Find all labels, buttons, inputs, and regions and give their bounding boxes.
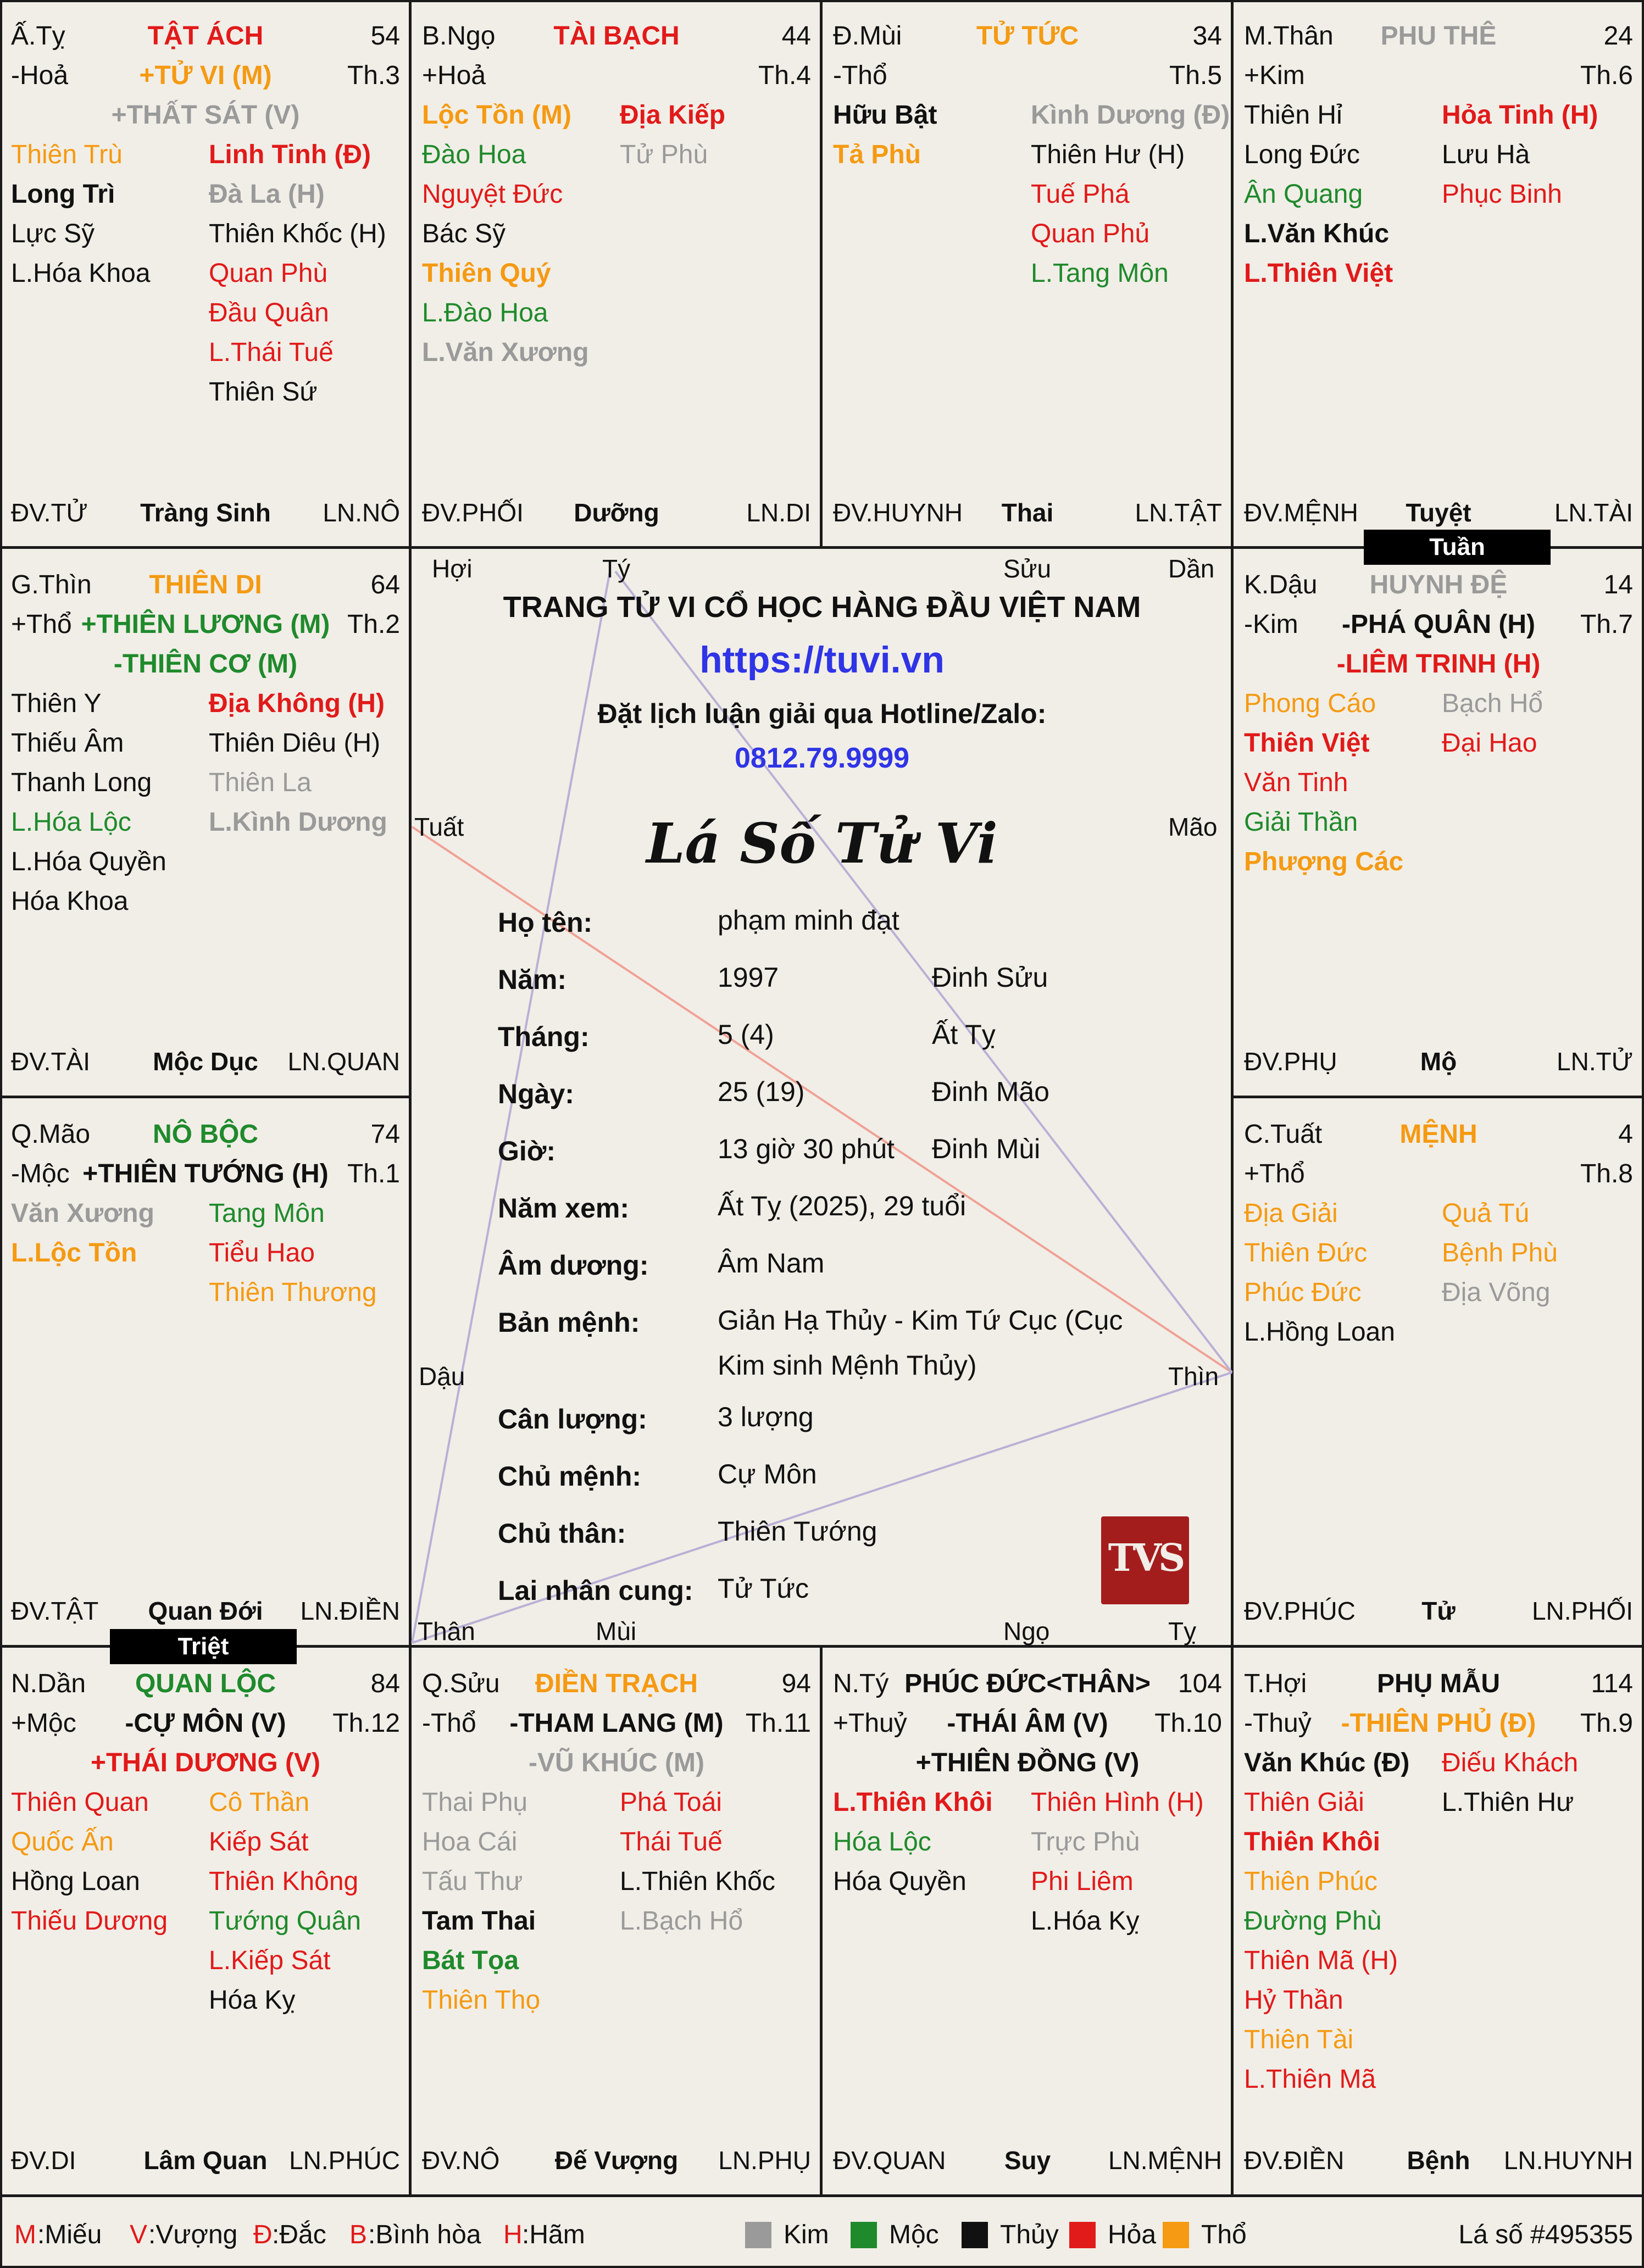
main-star: -CỰ MÔN (V) (125, 1709, 286, 1738)
info-label: Năm xem: (498, 1193, 629, 1224)
palace-canchi: N.Tý (833, 1669, 889, 1698)
minor-star-left: Thiên Mã (H) (1244, 1946, 1398, 1975)
main-star: +THIÊN TƯỚNG (H) (82, 1159, 329, 1188)
minor-star-left: Phượng Các (1244, 847, 1404, 876)
minor-star-left: Thiên Quý (422, 259, 551, 288)
minor-star-left: Thiếu Dương (11, 1906, 168, 1936)
minor-star-right: L.Kiếp Sát (209, 1946, 331, 1975)
center-booking: Đặt lịch luận giải qua Hotline/Zalo: (597, 698, 1047, 729)
minor-star-left: Nguyệt Đức (422, 180, 563, 209)
legend-label: :Hãm (522, 2220, 585, 2249)
palace-age: 84 (370, 1669, 400, 1698)
palace-dv: ĐV.MỆNH (1244, 498, 1358, 527)
info-label: Bản mệnh: (498, 1307, 640, 1338)
minor-star-right: L.Bạch Hổ (620, 1906, 743, 1936)
minor-star-left: Thiên Khôi (1244, 1827, 1380, 1856)
palace-dv: ĐV.NÔ (422, 2146, 500, 2175)
minor-star-right: Lưu Hà (1442, 140, 1530, 169)
minor-star-left: Phong Cáo (1244, 689, 1376, 718)
minor-star-left: Thiên Thọ (422, 1986, 541, 2015)
legend-swatch (1069, 2222, 1096, 2248)
minor-star-right: L.Thiên Hư (1442, 1788, 1574, 1817)
corner-dan: Dần (1168, 554, 1215, 583)
palace-canchi: T.Hợi (1244, 1669, 1307, 1698)
info-extra: Đinh Mùi (932, 1133, 1041, 1164)
minor-star-right: Thiên Khốc (H) (209, 219, 386, 248)
palace-stage: Tràng Sinh (140, 498, 271, 527)
palace-canchi: M.Thân (1244, 21, 1334, 51)
info-extra: Ất Tỵ (932, 1019, 996, 1050)
palace-than[interactable] (1235, 2, 1642, 546)
palace-ln: LN.ĐIỀN (300, 1597, 400, 1625)
palace-ty-bot[interactable] (824, 1650, 1231, 2194)
minor-star-left: Phúc Đức (1244, 1278, 1362, 1307)
palace-dan[interactable] (2, 1650, 409, 2194)
minor-star-left: Đường Phù (1244, 1906, 1382, 1936)
minor-star-right: Bệnh Phù (1442, 1238, 1558, 1268)
palace-stage: Lâm Quan (143, 2146, 268, 2175)
info-value: Thiên Tướng (718, 1516, 877, 1547)
center-url[interactable]: https://tuvi.vn (699, 639, 945, 681)
palace-element: +Kim (1244, 61, 1305, 90)
main-star: -THIÊN CƠ (M) (113, 649, 298, 679)
palace-stage: Quan Đới (148, 1597, 263, 1625)
palace-dv: ĐV.QUAN (833, 2146, 946, 2175)
info-label: Chủ mệnh: (498, 1461, 642, 1492)
legend-element-label: Kim (784, 2220, 829, 2249)
corner-ngo: Ngọ (1003, 1617, 1050, 1646)
palace-element: -Thổ (833, 61, 887, 90)
palace-thang: Th.10 (1154, 1709, 1222, 1738)
corner-thin: Thìn (1168, 1362, 1219, 1391)
legend-key: B (349, 2220, 368, 2249)
minor-star-right: Kiếp Sát (209, 1827, 309, 1856)
corner-hoi: Hợi (432, 554, 473, 583)
palace-ln: LN.NÔ (323, 498, 400, 527)
minor-star-left: Thiên Tài (1244, 2025, 1354, 2054)
legend-key: H (503, 2220, 523, 2249)
legend-key: M (14, 2220, 36, 2249)
info-value: Giản Hạ Thủy - Kim Tứ Cục (Cục (718, 1305, 1123, 1336)
palace-ln: LN.HUYNH (1503, 2146, 1633, 2175)
minor-star-left: Bát Tọa (422, 1946, 519, 1975)
minor-star-left: L.Thiên Việt (1244, 259, 1393, 288)
palace-ln: LN.TẬT (1135, 498, 1222, 527)
minor-star-left: Hóa Khoa (11, 887, 129, 916)
minor-star-right: Điếu Khách (1442, 1748, 1579, 1777)
legend-element-label: Mộc (889, 2220, 939, 2249)
minor-star-left: L.Thiên Khôi (833, 1788, 993, 1817)
minor-star-left: Thiên Trù (11, 140, 123, 169)
minor-star-left: L.Thiên Mã (1244, 2065, 1376, 2094)
info-label: Âm dương: (498, 1250, 649, 1281)
minor-star-left: Bác Sỹ (422, 219, 506, 248)
center-banner: TRANG TỬ VI CỔ HỌC HÀNG ĐẦU VIỆT NAM (503, 591, 1141, 624)
minor-star-right: Đầu Quân (209, 298, 329, 327)
corner-ty: Tý (602, 554, 631, 583)
info-value: Ất Tỵ (2025), 29 tuổi (718, 1191, 967, 1221)
minor-star-right: Phá Toái (620, 1788, 722, 1817)
minor-star-left: L.Hồng Loan (1244, 1318, 1395, 1347)
palace-thang: Th.2 (347, 610, 400, 639)
legend-label: :Đắc (272, 2220, 326, 2249)
palace-element: +Hoả (422, 61, 486, 90)
palace-dv: ĐV.PHỤ (1244, 1047, 1337, 1076)
palace-ln: LN.TỬ (1557, 1047, 1633, 1076)
palace-thang: Th.1 (347, 1159, 400, 1188)
palace-dau[interactable] (1235, 551, 1642, 1095)
minor-star-left: Thanh Long (11, 768, 152, 797)
info-value-cont: Kim sinh Mệnh Thủy) (718, 1350, 977, 1381)
minor-star-right: Tang Môn (209, 1199, 325, 1228)
palace-dv: ĐV.ĐIỀN (1244, 2146, 1345, 2175)
minor-star-left: L.Văn Xương (422, 338, 589, 367)
minor-star-right: Địa Không (H) (209, 689, 385, 718)
minor-star-left: Lộc Tồn (M) (422, 101, 571, 130)
palace-ln: LN.PHÚC (289, 2146, 400, 2175)
palace-age: 104 (1178, 1669, 1222, 1698)
legend-swatch (851, 2222, 877, 2248)
palace-canchi: C.Tuất (1244, 1120, 1323, 1149)
minor-star-left: L.Đào Hoa (422, 298, 548, 327)
minor-star-right: Thái Tuế (620, 1827, 723, 1856)
info-label: Giờ: (498, 1136, 556, 1166)
legend-swatch (1163, 2222, 1189, 2248)
minor-star-left: Long Đức (1244, 140, 1360, 169)
palace-thang: Th.7 (1580, 610, 1633, 639)
palace-element: -Hoả (11, 61, 69, 90)
info-value: 13 giờ 30 phút (718, 1133, 895, 1164)
minor-star-right: Quan Phù (209, 259, 328, 288)
minor-star-right: Thiên Sứ (209, 377, 318, 407)
main-star: -PHÁ QUÂN (H) (1342, 610, 1535, 639)
main-star: -THAM LANG (M) (509, 1709, 724, 1738)
palace-thang: Th.3 (347, 61, 400, 90)
palace-tuat[interactable] (1235, 1100, 1642, 1644)
chart-id: Lá số #495355 (1458, 2220, 1633, 2249)
palace-thang: Th.8 (1580, 1159, 1633, 1188)
info-label: Ngày: (498, 1079, 574, 1109)
palace-age: 24 (1603, 21, 1633, 51)
info-extra: Đinh Sửu (932, 962, 1048, 993)
main-star: +TỬ VI (M) (139, 61, 272, 90)
minor-star-left: L.Hóa Lộc (11, 808, 131, 837)
palace-name: MỆNH (1399, 1120, 1478, 1149)
palace-ngo[interactable] (413, 2, 820, 546)
minor-star-right: Địa Kiếp (620, 101, 726, 130)
palace-element: +Thổ (1244, 1159, 1305, 1188)
info-value: Tử Tức (718, 1573, 809, 1604)
palace-thang: Th.12 (332, 1709, 400, 1738)
corner-mui: Mùi (596, 1617, 637, 1646)
palace-name: TẬT ÁCH (147, 21, 264, 51)
palace-canchi: K.Dậu (1244, 570, 1318, 599)
palace-ln: LN.TÀI (1554, 498, 1633, 527)
palace-stage: Tuyệt (1406, 498, 1471, 527)
minor-star-left: Thiên Việt (1244, 729, 1370, 758)
palace-age: 14 (1603, 570, 1633, 599)
minor-star-right: Phục Binh (1442, 180, 1562, 209)
palace-mui[interactable] (824, 2, 1231, 546)
minor-star-left: Giải Thần (1244, 808, 1358, 837)
minor-star-right: Phi Liêm (1031, 1867, 1134, 1896)
minor-star-right: Cô Thần (209, 1788, 310, 1817)
minor-star-left: Lực Sỹ (11, 219, 95, 248)
main-star: +THIÊN ĐỒNG (V) (915, 1748, 1140, 1777)
info-value: 5 (4) (718, 1019, 774, 1050)
info-label: Tháng: (498, 1021, 590, 1052)
palace-ln: LN.DI (746, 498, 811, 527)
legend-label: :Vượng (148, 2220, 238, 2249)
minor-star-left: Thai Phụ (422, 1788, 528, 1817)
seal-stamp (1101, 1516, 1189, 1604)
minor-star-left: Thiên Y (11, 689, 102, 718)
minor-star-left: Long Trì (11, 180, 115, 209)
minor-star-right: Tử Phù (620, 140, 708, 169)
info-extra: Đinh Mão (932, 1076, 1049, 1107)
minor-star-right: Địa Võng (1442, 1278, 1551, 1307)
main-star: +THIÊN LƯƠNG (M) (81, 610, 330, 639)
info-label: Cân lượng: (498, 1404, 647, 1435)
palace-element: +Thổ (11, 610, 72, 639)
minor-star-right: Thiên Diêu (H) (209, 729, 381, 758)
main-star: -THÁI ÂM (V) (947, 1709, 1108, 1738)
minor-star-left: Hóa Lộc (833, 1827, 931, 1856)
palace-mao[interactable] (2, 1100, 409, 1644)
minor-star-left: Thiên Phúc (1244, 1867, 1378, 1896)
legend-element-label: Hỏa (1108, 2220, 1157, 2249)
corner-mao: Mão (1168, 813, 1218, 841)
minor-star-right: L.Thiên Khốc (620, 1867, 775, 1896)
corner-than: Thân (418, 1617, 475, 1646)
palace-ty[interactable] (2, 2, 409, 546)
triet-tag: Triệt (110, 1629, 297, 1664)
palace-dv: ĐV.TỬ (11, 498, 88, 527)
palace-stage: Thai (1001, 498, 1054, 527)
palace-age: 44 (781, 21, 811, 51)
center-title: Lá Số Tử Vi (646, 811, 998, 876)
palace-age: 54 (370, 21, 400, 51)
palace-name: PHỤ MẪU (1377, 1669, 1500, 1698)
main-star: -LIÊM TRINH (H) (1336, 649, 1541, 679)
minor-star-left: Thiên Hỉ (1244, 101, 1342, 130)
minor-star-left: Tam Thai (422, 1906, 536, 1936)
minor-star-right: Linh Tinh (Đ) (209, 140, 371, 169)
minor-star-left: Quốc Ấn (11, 1827, 114, 1856)
minor-star-right: Kình Dương (Đ) (1031, 101, 1230, 130)
legend-label: :Miếu (37, 2220, 102, 2249)
legend-key: Đ (253, 2220, 273, 2249)
minor-star-right: Đại Hao (1442, 729, 1537, 758)
info-label: Họ tên: (498, 907, 593, 938)
minor-star-left: Thiên Đức (1244, 1238, 1368, 1268)
minor-star-left: L.Văn Khúc (1244, 219, 1390, 248)
palace-age: 4 (1618, 1120, 1633, 1149)
info-value: 25 (19) (718, 1076, 805, 1107)
palace-age: 64 (370, 570, 400, 599)
palace-stage: Dưỡng (574, 498, 659, 527)
palace-stage: Suy (1004, 2146, 1051, 2175)
palace-canchi: G.Thìn (11, 570, 92, 599)
palace-dv: ĐV.PHÚC (1244, 1597, 1356, 1625)
palace-dv: ĐV.TẬT (11, 1597, 99, 1625)
minor-star-left: L.Hóa Khoa (11, 259, 151, 288)
palace-name: NÔ BỘC (153, 1120, 258, 1149)
corner-suu: Sửu (1003, 554, 1052, 583)
minor-star-left: Ân Quang (1244, 180, 1363, 209)
info-value: Âm Nam (718, 1248, 825, 1278)
palace-thang: Th.4 (758, 61, 811, 90)
palace-ln: LN.PHỤ (718, 2146, 811, 2175)
palace-canchi: B.Ngọ (422, 21, 496, 51)
info-value: 1997 (718, 962, 779, 993)
palace-age: 94 (781, 1669, 811, 1698)
info-value: phạm minh đạt (718, 905, 899, 936)
palace-name: ĐIỀN TRẠCH (535, 1669, 698, 1698)
minor-star-left: Hồng Loan (11, 1867, 140, 1896)
info-value: 3 lượng (718, 1402, 814, 1432)
legend-key: V (130, 2220, 148, 2249)
minor-star-right: Bạch Hổ (1442, 689, 1543, 718)
corner-tuat: Tuất (414, 813, 464, 841)
minor-star-right: Thiên La (209, 768, 312, 797)
minor-star-right: L.Tang Môn (1031, 259, 1169, 288)
info-label: Chủ thân: (498, 1518, 626, 1549)
palace-suu[interactable] (413, 1650, 820, 2194)
palace-thin[interactable] (2, 551, 409, 1095)
info-label: Năm: (498, 964, 567, 995)
main-star: +THÁI DƯƠNG (V) (90, 1748, 321, 1777)
minor-star-right: Thiên Hư (H) (1031, 140, 1185, 169)
minor-star-right: Quan Phủ (1031, 219, 1150, 248)
palace-name: THIÊN DI (149, 570, 262, 599)
minor-star-left: Văn Tinh (1244, 768, 1348, 797)
palace-ln: LN.PHỐI (1531, 1597, 1633, 1625)
minor-star-right: Tiểu Hao (209, 1238, 315, 1268)
palace-name: PHÚC ĐỨC<THÂN> (904, 1669, 1151, 1698)
minor-star-left: Hoa Cái (422, 1827, 518, 1856)
minor-star-right: Quả Tú (1442, 1199, 1530, 1228)
palace-element: -Thuỷ (1244, 1709, 1312, 1738)
palace-canchi: Q.Sửu (422, 1669, 500, 1698)
minor-star-left: Văn Khúc (Đ) (1244, 1748, 1410, 1777)
tuan-tag: Tuần (1364, 530, 1551, 565)
minor-star-right: L.Thái Tuế (209, 338, 334, 367)
palace-canchi: Q.Mão (11, 1120, 91, 1149)
palace-dv: ĐV.HUYNH (833, 498, 963, 527)
palace-element: +Thuỷ (833, 1709, 907, 1738)
corner-ty2: Tỵ (1168, 1617, 1197, 1646)
main-star: -VŨ KHÚC (M) (529, 1748, 704, 1777)
palace-age: 114 (1591, 1669, 1633, 1698)
palace-dv: ĐV.DI (11, 2146, 76, 2175)
palace-hoi[interactable] (1235, 1650, 1642, 2194)
minor-star-left: L.Hóa Quyền (11, 847, 166, 876)
palace-element: -Kim (1244, 610, 1298, 639)
minor-star-right: Tuế Phá (1031, 180, 1130, 209)
main-star: -THIÊN PHỦ (Đ) (1341, 1709, 1536, 1738)
minor-star-left: Đào Hoa (422, 140, 526, 169)
palace-stage: Mộ (1420, 1047, 1457, 1076)
minor-star-left: Thiếu Âm (11, 729, 124, 758)
main-star: +THẤT SÁT (V) (111, 101, 300, 130)
minor-star-left: Thiên Giải (1244, 1788, 1364, 1817)
palace-name: HUYNH ĐỆ (1369, 570, 1508, 599)
info-label: Lai nhân cung: (498, 1575, 693, 1606)
palace-dv: ĐV.PHỐI (422, 498, 524, 527)
palace-element: -Mộc (11, 1159, 70, 1188)
minor-star-right: Trực Phù (1031, 1827, 1140, 1856)
corner-dau: Dậu (419, 1362, 465, 1391)
minor-star-right: L.Kình Dương (209, 808, 387, 837)
legend-element-label: Thủy (1000, 2220, 1059, 2249)
palace-thang: Th.9 (1580, 1709, 1633, 1738)
center-phone[interactable]: 0812.79.9999 (734, 742, 910, 774)
legend-swatch (962, 2222, 988, 2248)
palace-canchi: Ấ.Tỵ (11, 21, 65, 51)
palace-stage: Bệnh (1407, 2146, 1470, 2175)
legend-label: :Bình hòa (368, 2220, 481, 2249)
palace-ln: LN.MỆNH (1108, 2146, 1222, 2175)
palace-canchi: N.Dần (11, 1669, 86, 1698)
minor-star-left: Văn Xương (11, 1199, 154, 1228)
minor-star-right: Thiên Hình (H) (1031, 1788, 1204, 1817)
minor-star-right: L.Hóa Kỵ (1031, 1906, 1140, 1936)
legend-swatch (745, 2222, 771, 2248)
minor-star-left: L.Lộc Tồn (11, 1238, 137, 1268)
palace-canchi: Đ.Mùi (833, 21, 902, 51)
minor-star-right: Đà La (H) (209, 180, 325, 209)
palace-stage: Mộc Dục (153, 1047, 258, 1076)
palace-name: TỬ TỨC (976, 21, 1079, 51)
palace-stage: Đế Vượng (554, 2146, 679, 2175)
palace-age: 74 (370, 1120, 400, 1149)
minor-star-left: Địa Giải (1244, 1199, 1338, 1228)
palace-dv: ĐV.TÀI (11, 1047, 91, 1076)
minor-star-left: Hữu Bật (833, 101, 937, 130)
minor-star-right: Hóa Kỵ (209, 1986, 296, 2015)
minor-star-left: Thiên Quan (11, 1788, 149, 1817)
palace-name: TÀI BẠCH (553, 21, 680, 51)
minor-star-right: Tướng Quân (209, 1906, 362, 1936)
palace-element: +Mộc (11, 1709, 76, 1738)
palace-thang: Th.6 (1580, 61, 1633, 90)
minor-star-left: Hóa Quyền (833, 1867, 967, 1896)
palace-age: 34 (1192, 21, 1222, 51)
palace-name: QUAN LỘC (135, 1669, 276, 1698)
minor-star-left: Tấu Thư (422, 1867, 523, 1896)
legend-element-label: Thổ (1201, 2220, 1247, 2249)
minor-star-right: Thiên Thương (209, 1278, 377, 1307)
palace-thang: Th.11 (745, 1709, 811, 1738)
minor-star-left: Tả Phù (833, 140, 921, 169)
minor-star-left: Hỷ Thần (1244, 1986, 1343, 2015)
minor-star-right: Thiên Không (209, 1867, 359, 1896)
palace-stage: Tử (1421, 1597, 1456, 1625)
palace-name: PHU THÊ (1380, 21, 1497, 51)
palace-element: -Thổ (422, 1709, 476, 1738)
line-ty-thin (615, 571, 1232, 1372)
palace-thang: Th.5 (1169, 61, 1222, 90)
minor-star-right: Hỏa Tinh (H) (1442, 101, 1598, 130)
seal-text: TVS (1108, 1536, 1182, 1580)
palace-ln: LN.QUAN (287, 1047, 400, 1076)
info-value: Cự Môn (718, 1459, 817, 1489)
